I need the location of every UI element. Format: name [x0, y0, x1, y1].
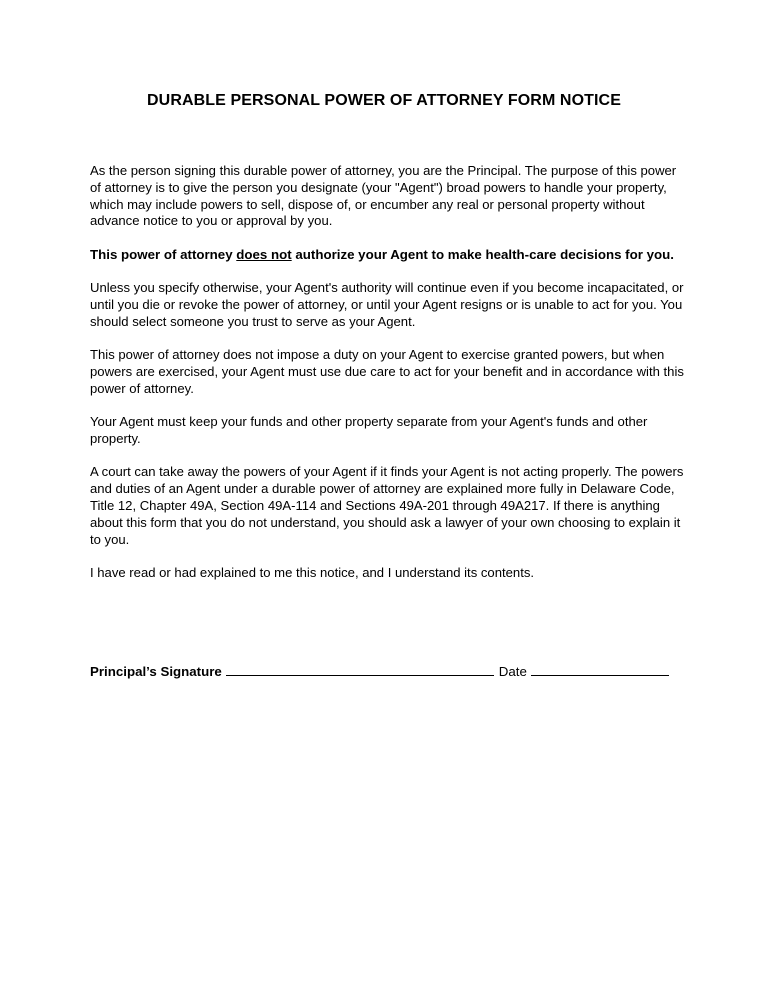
paragraph-court: A court can take away the powers of your Agent if it finds your Agent is not acting properly. The powers and duties of an Agent under a durable power of attorney are explained more fully in Delaware Code, Title 12, Chapter 49A, Section 49A-114 and Sections 49A-201 through 49A217. If there is anything about this form that you do not understand, you should ask a lawyer of your own choosing to explain it to you. — [90, 464, 684, 547]
paragraph-purpose: As the person signing this durable power of attorney, you are the Principal. The purpose of this power of attorney is to give the person you designate (your "Agent") broad powers to handle your property, which may include powers to sell, dispose of, or encumber any real or personal property without advance notice to you or approval by you. — [90, 163, 677, 229]
notice-body — [90, 163, 684, 598]
paragraph-health-care-post: authorize your Agent to make health-care decisions for you. — [291, 246, 674, 262]
signature-row — [90, 664, 690, 679]
principal-signature-label: Principal’s Signature — [90, 664, 222, 679]
paragraph-health-care — [90, 247, 684, 264]
paragraph-acknowledgement: I have read or had explained to me this notice, and I understand its contents. — [90, 564, 535, 580]
paragraph-duty: This power of attorney does not impose a duty on your Agent to exercise granted powers, but when powers are exercised, your Agent must use due care to act for your benefit and in accordance with this power of attorney. — [90, 347, 684, 396]
paragraph-health-care-pre: This power of attorney — [90, 246, 237, 262]
date-label: Date — [498, 664, 527, 679]
document-title: DURABLE PERSONAL POWER OF ATTORNEY FORM NOTICE — [147, 92, 621, 109]
paragraph-separate-funds: Your Agent must keep your funds and other property separate from your Agent's funds and other property. — [90, 414, 648, 446]
paragraph-authority-duration: Unless you specify otherwise, your Agent's authority will continue even if you become incapacitated, or until you die or revoke the power of attorney, or until your Agent resigns or is unable to act for you. You should select someone you trust to serve as your Agent. — [90, 280, 684, 329]
principal-signature-line[interactable] — [226, 664, 494, 676]
date-line[interactable] — [531, 664, 669, 676]
underlined-does-not: does not — [236, 246, 292, 262]
